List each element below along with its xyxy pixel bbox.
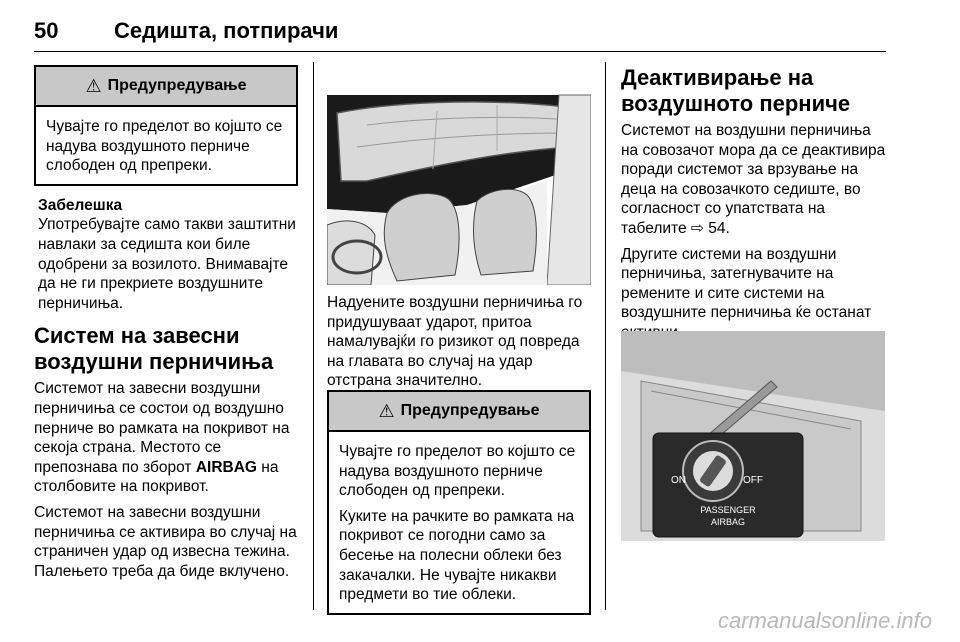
column-divider [313,62,314,610]
paragraph: Системот на завесни воздушни перничиња се состои од воздушно перниче во рамката на покривот на секоја страна. Местото се препознава по зборот AIRBAG на столбовите на покривот. [34,380,290,496]
page-header [34,14,926,50]
paragraph: Системот на завесни воздушни перничиња се активира во случај на страничен удар од извесна тежина. Палењето треба да биде вклучено. [34,503,297,580]
paragraph: Другите системи на воздушни перничиња, затегнувачите на ремените и сите системи на воздушните перничиња ќе останат [621,245,872,322]
switch-off-label: OFF [743,475,763,486]
note-title: Забелешка [38,196,123,214]
warning-box [34,65,298,186]
paragraph: Системот на воздушни перничиња на совозачот мора да се деактивира поради системот за врзување на деца на совозачкото седиште, во согласност со упатствата на табелите ⇨ 54. [621,122,886,237]
warning-box [327,390,591,615]
warning-text: Чувајте го пределот во којшто се надува воздушното перниче слободен од препреки. [339,443,576,500]
note-text: Употребувајте само такви заштитни навлаки за седишта кои биле одобрени за возилото. Внимавајте да не ги прекриете воздушните перничиња. [38,216,296,312]
switch-label-line1: PASSENGER [700,505,756,515]
page-title: Седишта, потпирачи [114,18,339,43]
airbag-switch-photo [621,331,885,541]
column-3 [621,65,887,527]
header-rule [34,51,886,52]
switch-on-label: ON [671,475,686,486]
switch-label-line2: AIRBAG [710,517,746,527]
note-block [34,196,298,314]
section-heading: Деактивирање на воздушното перниче [621,65,851,116]
watermark: carmanualsonline.info [717,608,932,633]
curtain-airbag-illustration [327,85,591,285]
page-number: 50 [34,18,59,43]
column-divider [605,62,606,610]
illustration-caption: Надуените воздушни перничиња го придушуваат ударот, притоа намалувајќи го ризикот од повреда на главата во случај на удар отстрана значително. [327,294,583,390]
warning-icon: ⚠ [85,75,102,96]
warning-icon: ⚠ [378,400,395,421]
warning-header [329,392,589,432]
section-heading: Систем на завесни воздушни перничиња [34,323,274,375]
column-1 [34,65,298,581]
warning-text: Куките на рачките во рамката на покривот се погодни само за бесење на полесни облеки без закачалки. Не чувајте никакви предмети во тие облеки. [339,507,575,604]
warning-text: Чувајте го пределот во којшто се надува воздушното перниче слободен од препреки. [46,118,283,175]
warning-header [36,67,296,107]
airbag-word: AIRBAG [195,458,257,476]
warning-title: Предупредување [400,402,540,419]
warning-title: Предупредување [107,77,247,94]
